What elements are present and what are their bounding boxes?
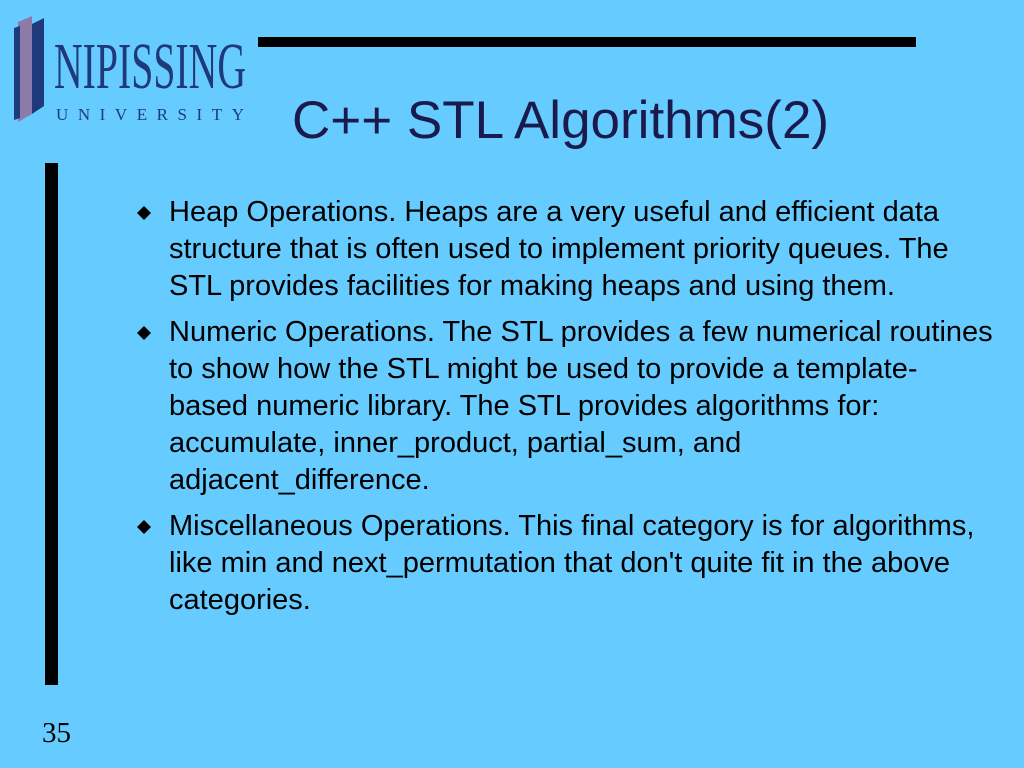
logo-subtext: UNIVERSITY xyxy=(56,105,244,124)
diamond-bullet-icon xyxy=(137,520,151,534)
bullet-list xyxy=(134,194,994,628)
diamond-bullet-icon xyxy=(137,326,151,340)
university-logo xyxy=(10,14,250,126)
list-item xyxy=(134,508,994,619)
nipissing-logo-icon xyxy=(10,14,250,126)
bullet-text: Heap Operations. Heaps are a very useful and efficient data structure that is often used to implement priority queues. The STL provides facilities for making heaps and using them. xyxy=(169,196,949,302)
slide-title: C++ STL Algorithms(2) xyxy=(292,91,830,150)
bullet-text: Numeric Operations. The STL provides a few numerical routines to show how the STL might be used to provide a template-based numeric library. The STL provides algorithms for: accumulate, inner_product, partial_sum, and adjacent_difference. xyxy=(169,316,993,496)
list-item xyxy=(134,194,994,305)
logo-wordmark: NIPISSING xyxy=(54,30,246,103)
logo-emblem xyxy=(14,16,44,122)
slide-number: 35 xyxy=(42,717,71,749)
bullet-text: Miscellaneous Operations. This final category is for algorithms, like min and next_permutation that don't quite fit in the above categories. xyxy=(169,510,975,616)
title-rule xyxy=(258,37,916,47)
diamond-bullet-icon xyxy=(137,206,151,220)
list-item xyxy=(134,314,994,499)
left-rule xyxy=(45,163,58,685)
